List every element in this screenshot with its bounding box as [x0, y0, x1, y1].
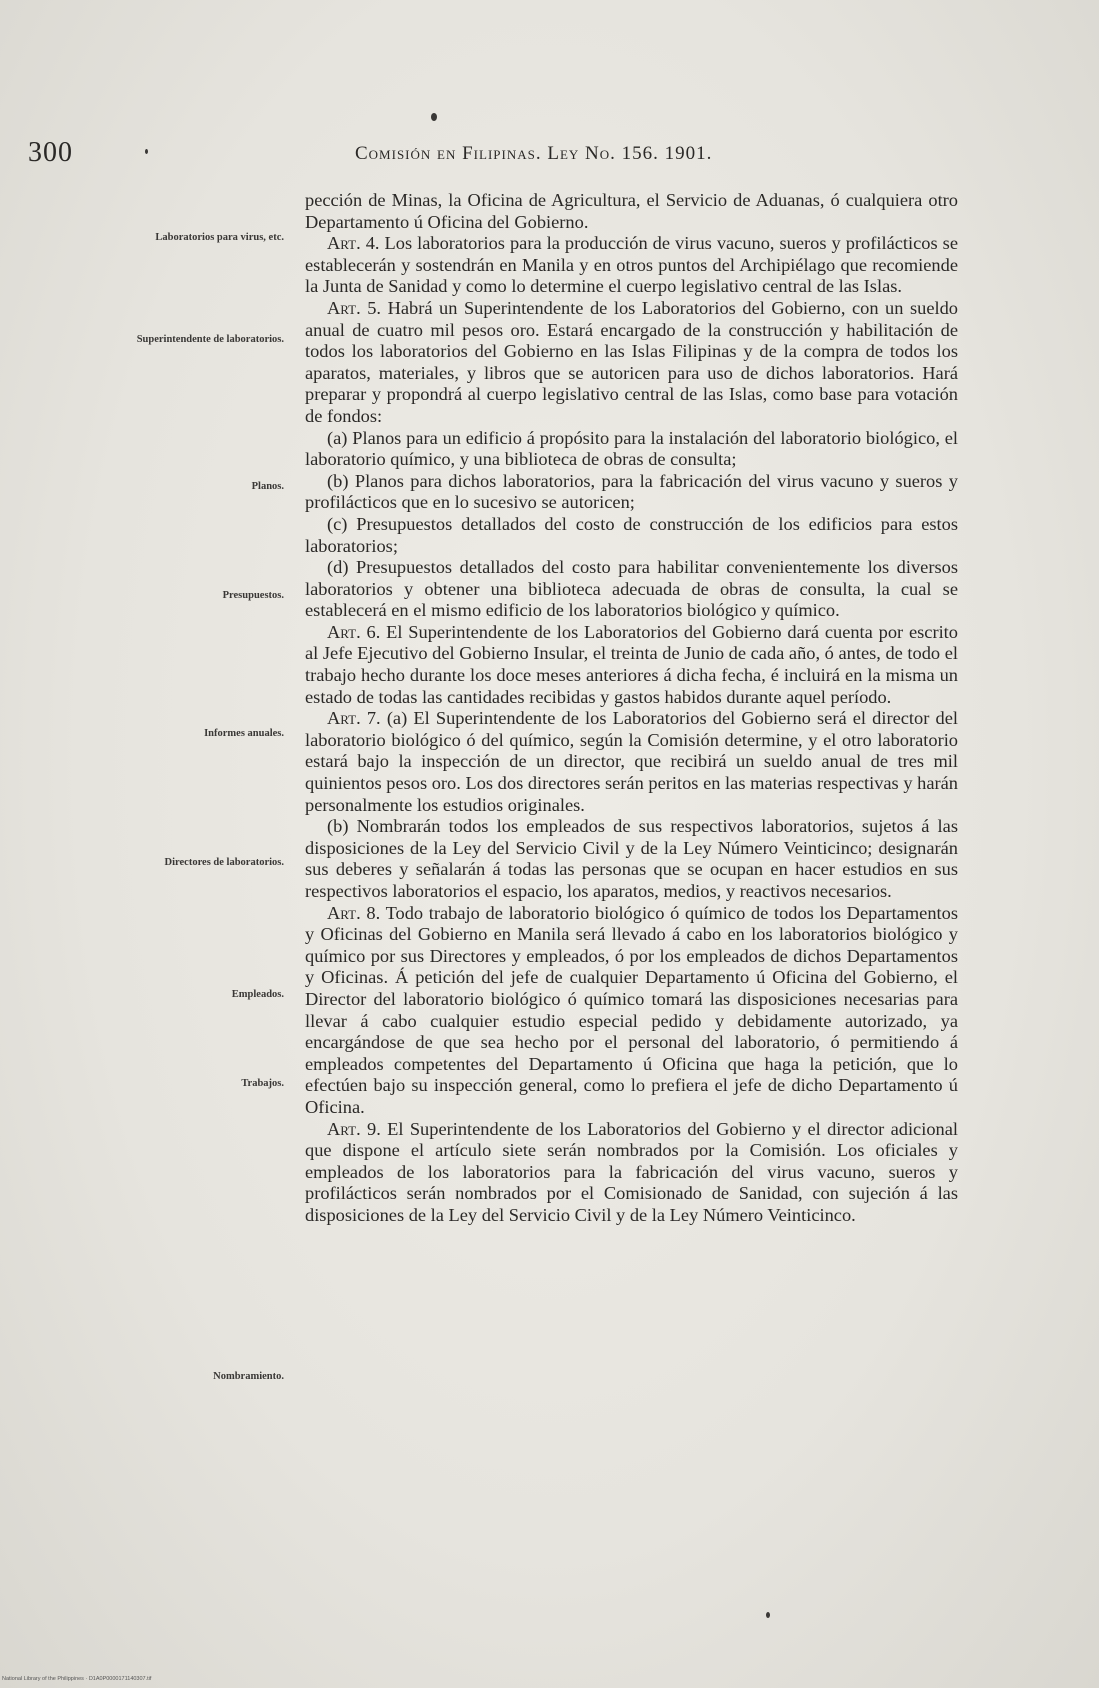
paragraph [305, 903, 958, 1119]
paragraph [305, 233, 958, 298]
body-text [305, 190, 958, 1227]
paragraph [305, 190, 958, 233]
paragraph-text: Todo trabajo de laboratorio biológico ó químico de todos los Departamentos y Oficinas del Gobierno en Manila será llevado á cabo en los laboratorios biológico y químico por sus Directores y empleados, ó por los empleados de dichos Departamentos y Oficinas. Á petición del jefe de cualquier Departamento ú Oficina del Gobierno, el Director del laboratorio biológico ó químico tomará las disposiciones necesarias para llevar á cabo cualquier estudio especial pedido y debidamente autorizado, ya encargándose de que sea hecho por el personal del laboratorio, ó permitiendo á empleados competentes del Departamento ú Oficina que haga la petición, que lo efectúen bajo su inspección general, como lo prefiera el jefe de dicho Departamento ú Oficina. [305, 902, 959, 1117]
article-label: Art. 8. [327, 902, 381, 923]
ink-mark [431, 113, 437, 121]
margin-note: Superintendente de laboratorios. [136, 334, 284, 345]
paragraph-text: Los laboratorios para la producción de virus vacuno, sueros y profilácticos se establecerán y sostendrán en Manila y en otros puntos del Archipiélago que recomiende la Junta de Sanidad y como lo determine el cuerpo legislativo central de las Islas. [305, 233, 958, 297]
article-label: Art. 4. [327, 233, 380, 254]
clause-label: (c) [327, 513, 348, 534]
margin-note: Empleados. [231, 989, 284, 1000]
margin-note: Planos. [251, 481, 284, 492]
paragraph-text: Presupuestos detallados del costo para habilitar convenientemente los diversos laboratorios y obtener una biblioteca adecuada de obras de consulta, la cual se establecerá en el mismo edificio de los laboratorios biológico y químico. [305, 557, 958, 621]
article-label: Art. 6. [327, 621, 381, 642]
margin-note: Trabajos. [241, 1078, 284, 1089]
clause-label: (a) [327, 427, 348, 448]
article-label: Art. 7. [327, 708, 381, 729]
paragraph-text: Planos para un edificio á propósito para la instalación del laboratorio biológico, el laboratorio químico, y una biblioteca de obras de consulta; [305, 427, 958, 470]
paragraph [305, 471, 958, 514]
paragraph-text: Habrá un Superintendente de los Laboratorios del Gobierno, con un sueldo anual de cuatro mil pesos oro. Estará encargado de la construcción y habilitación de todos los laboratorios del Gobierno en las Islas Filipinas y de la compra de todos los aparatos, materiales, y libros que se autoricen para uso de dichos laboratorios. Hará preparar y propondrá al cuerpo legislativo central de las Islas, como base para votación de fondos: [305, 297, 958, 426]
margin-note: Nombramiento. [213, 1371, 284, 1382]
running-head: Comisión en Filipinas. Ley No. 156. 1901. [355, 143, 713, 164]
ink-mark [766, 1612, 770, 1618]
paragraph-text: (a) El Superintendente de los Laboratorios del Gobierno será el director del laboratorio biológico ó del químico, según la Comisión determine, y el otro laboratorio estará bajo la inspección de un director, que recibirá un sueldo anual de tres mil quinientos pesos oro. Los dos directores serán peritos en las materias respectivas y harán personalmente los estudios originales. [305, 708, 958, 815]
scan-credit: National Library of the Philippines · D1A0P0000171140307.tif [2, 1676, 152, 1682]
paragraph-text: Planos para dichos laboratorios, para la fabricación del virus vacuno y sueros y profilácticos que en lo sucesivo se autoricen; [305, 470, 958, 513]
paragraph-text: El Superintendente de los Laboratorios del Gobierno dará cuenta por escrito al Jefe Ejecutivo del Gobierno Insular, el treinta de Junio de cada año, ó antes, de todo el trabajo hecho durante los doce meses anteriores á dicha fecha, é incluirá en la misma un estado de todas las cantidades recibidas y gastos habidos durante aquel período. [305, 621, 958, 707]
margin-note: Presupuestos. [222, 590, 284, 601]
page-number: 300 [28, 137, 73, 168]
clause-label: (d) [327, 557, 349, 578]
paragraph [305, 1119, 958, 1227]
paragraph-text: pección de Minas, la Oficina de Agricultura, el Servicio de Aduanas, ó cualquiera otro Departamento ú Oficina del Gobierno. [305, 190, 958, 232]
paragraph [305, 298, 958, 428]
paragraph-text: Presupuestos detallados del costo de construcción de los edificios para estos laboratorios; [305, 513, 958, 556]
margin-note: Directores de laboratorios. [164, 857, 284, 868]
paragraph [305, 622, 958, 708]
clause-label: (b) [327, 470, 349, 491]
paragraph [305, 514, 958, 557]
paragraph [305, 557, 958, 622]
article-label: Art. 5. [327, 297, 382, 318]
article-label: Art. 9. [327, 1118, 381, 1139]
paragraph [305, 428, 958, 471]
margin-note: Laboratorios para virus, etc. [155, 232, 284, 243]
clause-label: (b) [327, 816, 349, 837]
paragraph-text: Nombrarán todos los empleados de sus respectivos laboratorios, sujetos á las disposiciones de la Ley del Servicio Civil y de la Ley Número Veinticinco; designarán sus deberes y señalarán á todas las personas que se ocupan en hacer estudios en sus respectivos laboratorios el espacio, los aparatos, medios, y reactivos necesarios. [305, 816, 958, 901]
paragraph [305, 816, 958, 902]
margin-note: Informes anuales. [204, 728, 284, 739]
page-header [0, 137, 1099, 171]
paragraph-text: El Superintendente de los Laboratorios del Gobierno y el director adicional que dispone el artículo siete serán nombrados por la Comisión. Los oficiales y empleados de los laboratorios para la fabricación del virus vacuno, sueros y profilácticos serán nombrados por el Comisionado de Sanidad, con sujeción á las disposiciones de la Ley del Servicio Civil y de la Ley Número Veinticinco. [305, 1118, 958, 1225]
paragraph [305, 708, 958, 816]
